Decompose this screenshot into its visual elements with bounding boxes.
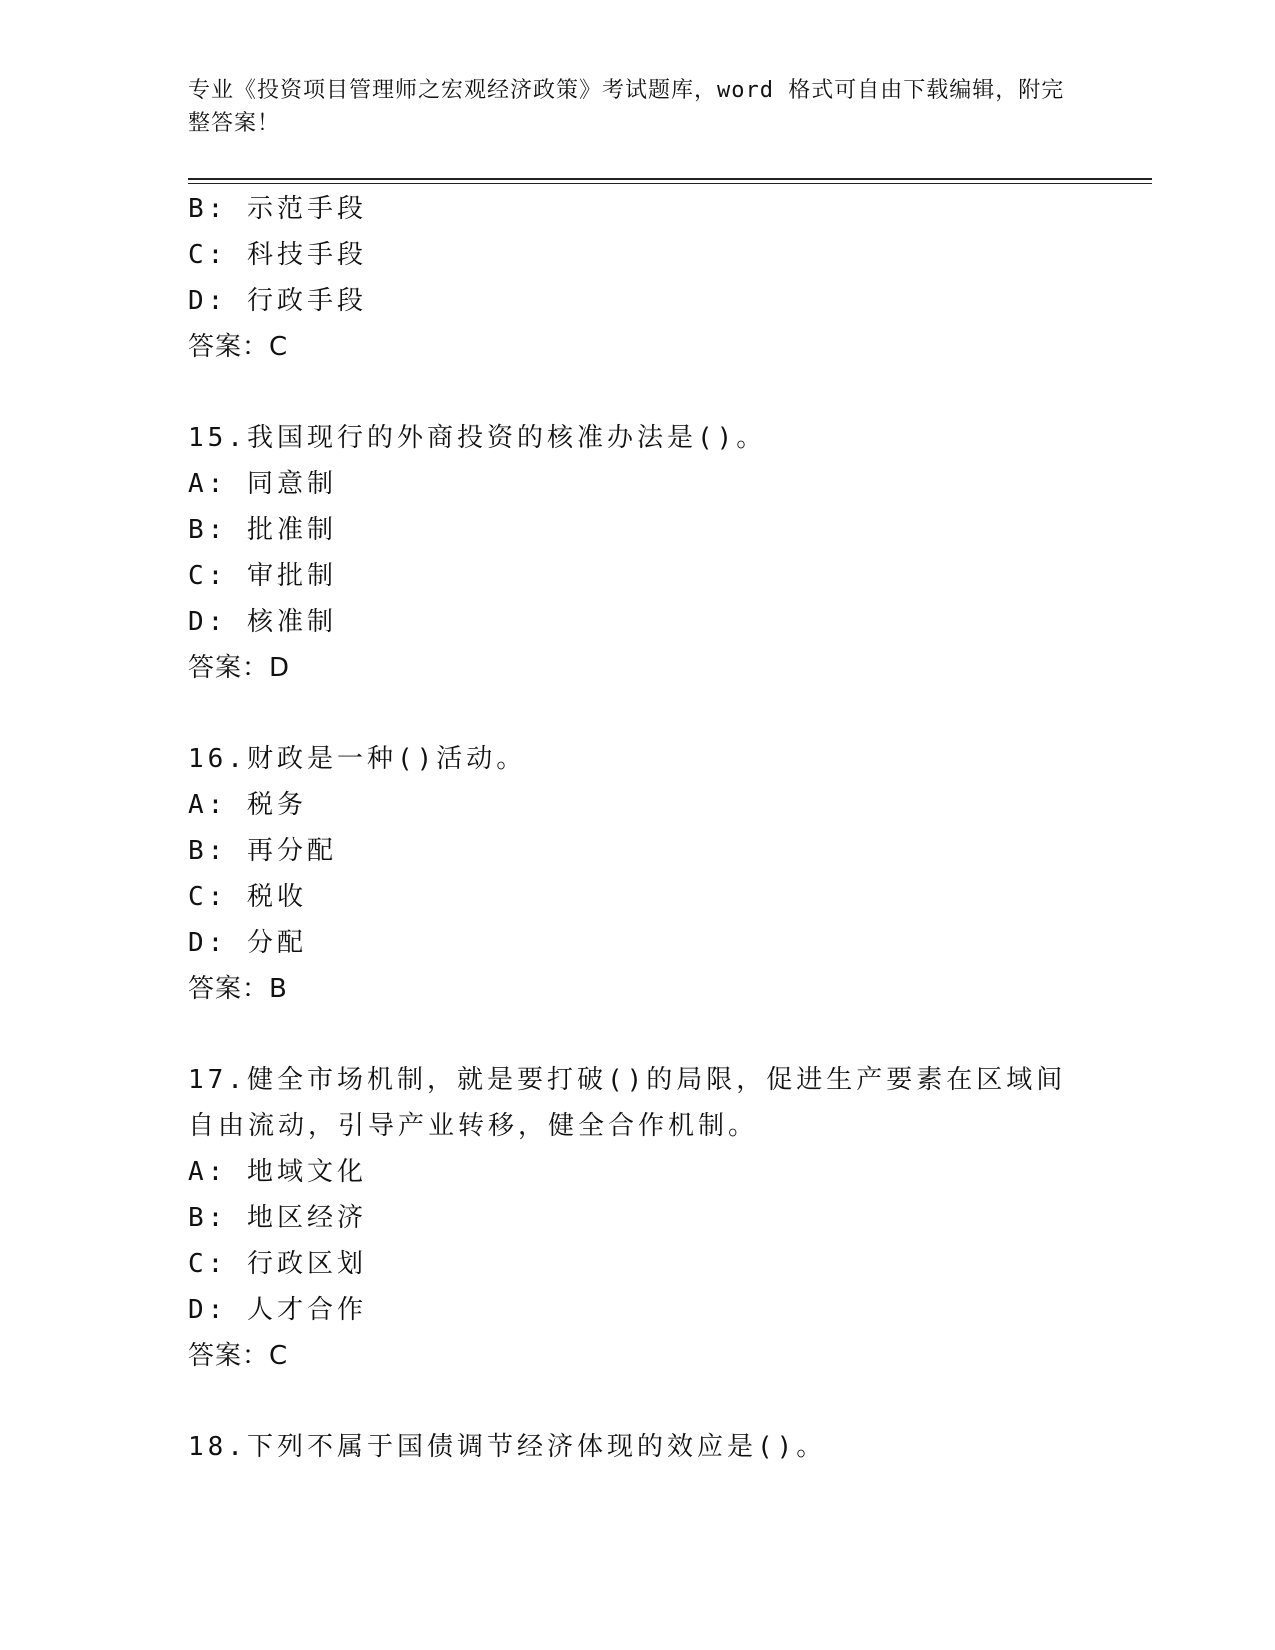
option-d: D: 分配 — [188, 928, 307, 958]
question-17 — [188, 1057, 1088, 1379]
option-b: B: 再分配 — [188, 836, 337, 866]
answer-line: 答案：D — [188, 653, 291, 683]
option-d: D: 行政手段 — [188, 286, 367, 316]
option-c: C: 税收 — [188, 882, 307, 912]
header-text: 专业《投资项目管理师之宏观经济政策》考试题库，word 格式可自由下载编辑，附完整答案！ — [188, 78, 1065, 136]
question-title: 18.下列不属于国债调节经济体现的效应是()。 — [188, 1432, 827, 1462]
option-c: C: 审批制 — [188, 561, 337, 591]
option-d: D: 人才合作 — [188, 1295, 367, 1325]
option-a: A: 地域文化 — [188, 1157, 367, 1187]
question-title: 16.财政是一种()活动。 — [188, 744, 527, 774]
option-a: A: 同意制 — [188, 469, 337, 499]
option-b: B: 批准制 — [188, 515, 337, 545]
option-b: B: 地区经济 — [188, 1203, 367, 1233]
header-divider — [188, 178, 1152, 184]
question-16 — [188, 736, 1088, 1012]
option-d: D: 核准制 — [188, 607, 337, 637]
question-title: 17.健全市场机制，就是要打破()的局限，促进生产要素在区域间自由流动，引导产业转移，健全合作机制。 — [188, 1065, 1067, 1141]
document-header — [188, 74, 1068, 140]
option-c: C: 科技手段 — [188, 240, 367, 270]
answer-line: 答案：C — [188, 1341, 289, 1371]
question-15 — [188, 415, 1088, 691]
option-a: A: 税务 — [188, 790, 307, 820]
option-c: C: 行政区划 — [188, 1249, 367, 1279]
answer-line: 答案：B — [188, 974, 288, 1004]
document-body — [188, 186, 1088, 1470]
answer-line: 答案：C — [188, 332, 289, 362]
question-title: 15.我国现行的外商投资的核准办法是()。 — [188, 423, 767, 453]
question-18 — [188, 1424, 1088, 1470]
previous-question-tail — [188, 186, 1088, 370]
option-b: B: 示范手段 — [188, 194, 367, 224]
